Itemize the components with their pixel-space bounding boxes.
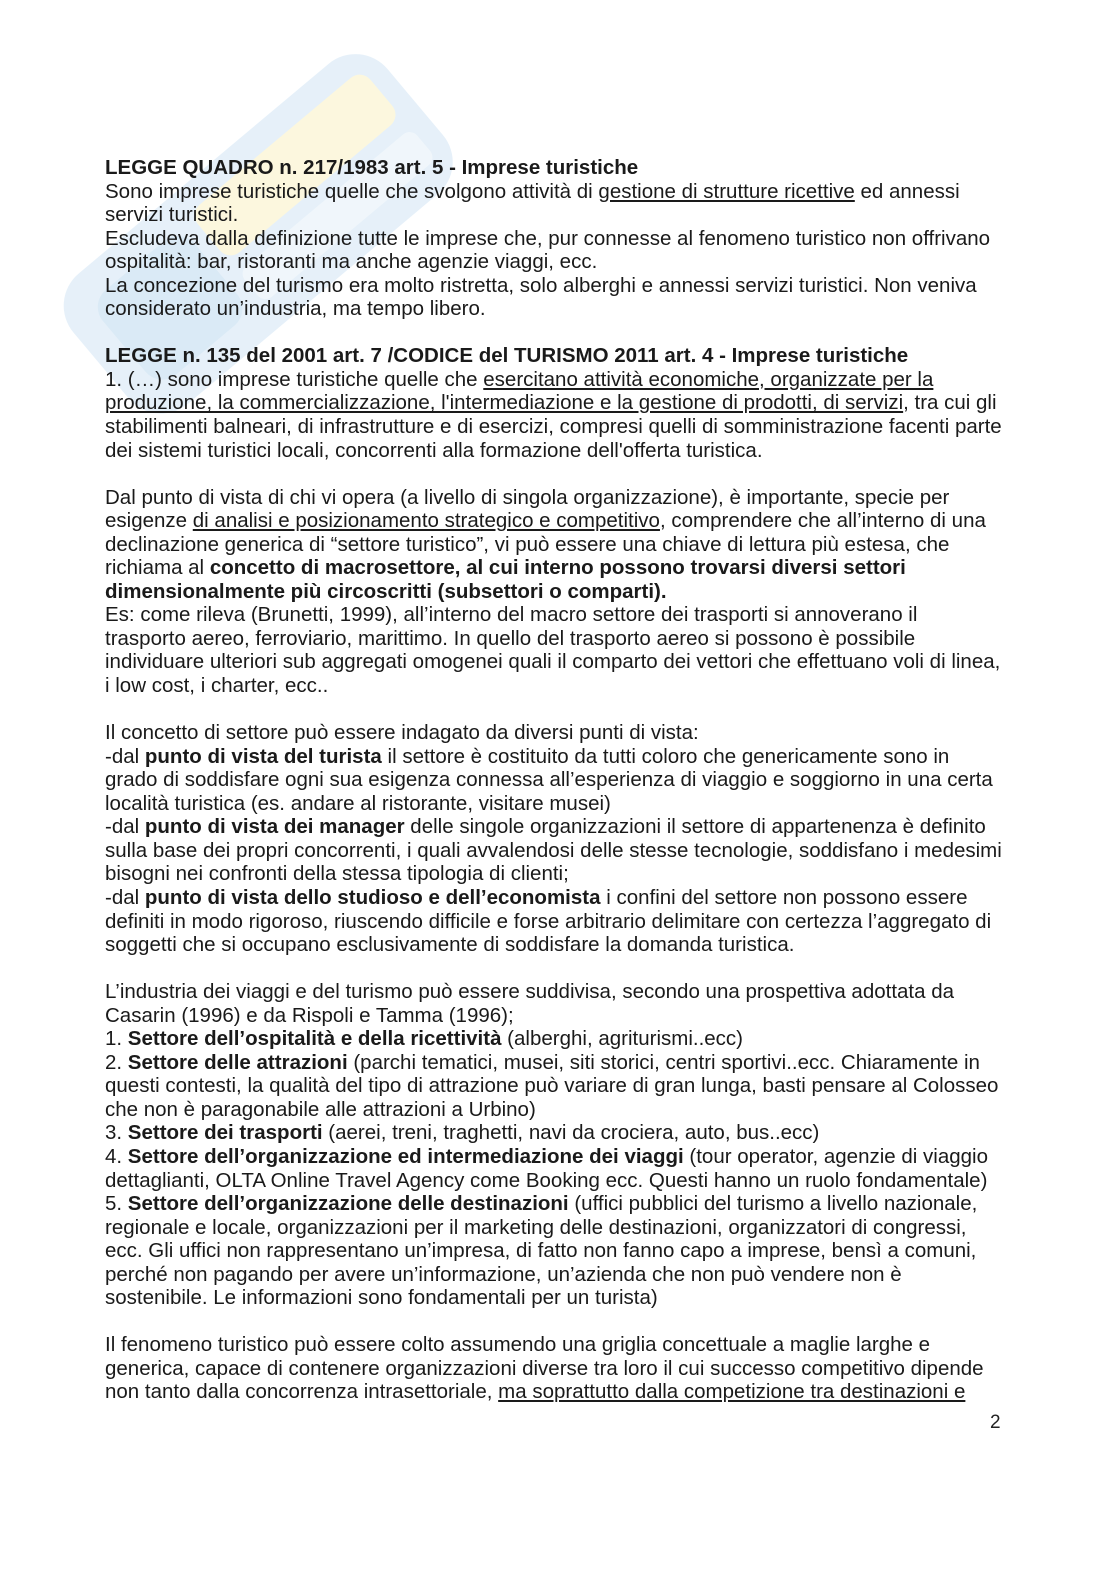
bold-text: punto di vista dei manager — [144, 815, 405, 839]
text-segment: i low cost, i charter, ecc.. — [105, 674, 329, 698]
list-number: 4. — [105, 1144, 128, 1168]
text-line — [105, 391, 1002, 415]
bold-text: Settore dei trasporti — [127, 1121, 323, 1145]
bold-text: punto di vista dello studioso e dell’economista — [144, 885, 601, 909]
text-segment: non tanto dalla concorrenza intrasettoriale, — [105, 1380, 499, 1404]
text-line — [105, 250, 1002, 274]
underlined-text: di analisi e posizionamento strategico e competitivo — [192, 509, 660, 533]
text-segment: definiti in modo rigoroso, riuscendo difficile e forse arbitrario delimitare con certezza l’aggregato di — [105, 909, 992, 933]
text-segment: questi contesti, la qualità del tipo di attrazione può variare di gran lunga, basti pensare al Colosseo — [105, 1074, 999, 1098]
text-segment: -dal — [105, 815, 145, 839]
text-segment: (tour operator, agenzie di viaggio — [683, 1144, 988, 1168]
list-number: 5. — [105, 1192, 128, 1216]
text-line — [105, 180, 1002, 204]
text-segment: esigenze — [105, 509, 193, 533]
text-line — [105, 1263, 1002, 1287]
text-line — [105, 1357, 1002, 1381]
bold-text: punto di vista del turista — [144, 744, 382, 768]
text-line — [105, 297, 1002, 321]
bold-text: Settore dell’ospitalità e della ricettività — [127, 1027, 502, 1051]
paragraph-legge-quadro-1983 — [105, 156, 1002, 321]
section-heading: LEGGE n. 135 del 2001 art. 7 /CODICE del TURISMO 2011 art. 4 - Imprese turistiche — [105, 344, 909, 368]
text-segment: declinazione generica di “settore turistico”, vi può essere una chiave di lettura più estesa, che — [105, 532, 950, 556]
text-line — [105, 415, 1002, 439]
text-segment: considerato un’industria, ma tempo libero. — [105, 297, 486, 321]
text-segment: trasporto aereo, ferroviario, marittimo. In quello del trasporto aereo si possono è possibile — [105, 626, 916, 650]
text-line — [105, 344, 1002, 368]
underlined-text: esercitano attività economiche, organizzate per la — [483, 367, 934, 391]
text-line — [105, 1004, 1002, 1028]
text-line — [105, 156, 1002, 180]
list-number: 1. — [105, 1027, 128, 1051]
text-segment: (uffici pubblici del turismo a livello nazionale, — [568, 1192, 978, 1216]
text-line — [105, 627, 1002, 651]
list-item — [105, 1051, 1002, 1075]
text-line — [105, 721, 1002, 745]
text-line — [105, 862, 1002, 886]
text-segment: La concezione del turismo era molto ristretta, solo alberghi e annessi servizi turistici. Non veniva — [105, 273, 977, 297]
text-segment: servizi turistici. — [105, 203, 239, 227]
text-line — [105, 274, 1002, 298]
section-heading: LEGGE QUADRO n. 217/1983 art. 5 - Imprese turistiche — [105, 156, 639, 179]
page-number: 2 — [990, 1412, 1001, 1433]
text-segment: -dal — [105, 744, 145, 768]
text-line — [105, 886, 1002, 910]
underlined-text: gestione di strutture ricettive — [598, 179, 855, 203]
paragraph-settori-industria — [105, 980, 1002, 1310]
text-line — [105, 603, 1002, 627]
text-segment: 1. (…) sono imprese turistiche quelle che — [105, 367, 484, 391]
text-line — [105, 674, 1002, 698]
text-line — [105, 556, 1002, 580]
text-line — [105, 933, 1002, 957]
text-segment: Escludeva dalla definizione tutte le imprese che, pur connesse al fenomeno turistico non offrivano — [105, 226, 991, 250]
bold-text: Settore delle attrazioni — [127, 1050, 348, 1074]
text-line — [105, 533, 1002, 557]
text-segment: ed annessi — [854, 179, 960, 203]
bold-text: dimensionalmente più circoscritti (subsettori o comparti). — [105, 579, 667, 603]
text-segment: (alberghi, agriturismi..ecc) — [501, 1027, 743, 1051]
text-segment: Es: come rileva (Brunetti, 1999), all’interno del macro settore dei trasporti si annoverano il — [105, 603, 918, 627]
text-segment: località turistica (es. andare al ristorante, visitare musei) — [105, 791, 611, 815]
bold-text: Settore dell’organizzazione ed intermediazione dei viaggi — [127, 1144, 684, 1168]
paragraph-macrosettore — [105, 486, 1002, 698]
text-line — [105, 910, 1002, 934]
list-item — [105, 1145, 1002, 1169]
text-segment: grado di soddisfare ogni sua esigenza connessa all’esperienza di viaggio e soggiorno in una certa — [105, 768, 993, 792]
text-segment: regionale e locale, organizzazioni per il marketing delle destinazioni, organizzatori di congressi, — [105, 1215, 967, 1239]
paragraph-legge-135-2001 — [105, 344, 1002, 462]
text-line — [105, 980, 1002, 1004]
text-segment: , comprendere che all’interno di una — [659, 509, 986, 533]
text-segment: il settore è costituito da tutti coloro che genericamente sono in — [381, 744, 950, 768]
text-segment: (aerei, treni, traghetti, navi da crociera, auto, bus..ecc) — [322, 1121, 820, 1145]
text-line — [105, 792, 1002, 816]
list-item — [105, 1121, 1002, 1145]
text-line — [105, 1074, 1002, 1098]
text-segment: che non è paragonabile alle attrazioni a Urbino) — [105, 1097, 536, 1121]
text-line — [105, 1239, 1002, 1263]
text-segment: ecc. Gli uffici non rappresentano un’impresa, di fatto non fanno capo a imprese, bensì a comuni, — [105, 1239, 977, 1263]
text-line — [105, 650, 1002, 674]
text-line — [105, 1169, 1002, 1193]
text-line — [105, 768, 1002, 792]
underlined-text: ma soprattutto dalla competizione tra destinazioni e — [498, 1380, 966, 1404]
text-segment: , tra cui gli — [903, 391, 997, 415]
text-line — [105, 1333, 1002, 1357]
text-line — [105, 580, 1002, 604]
text-segment: Casarin (1996) e da Rispoli e Tamma (1996); — [105, 1003, 514, 1027]
text-line — [105, 439, 1002, 463]
text-segment: sulla base dei propri concorrenti, i quali avvalendosi delle stesse tecnologie, soddisfano i medesimi — [105, 838, 1002, 862]
text-line — [105, 745, 1002, 769]
text-line — [105, 227, 1002, 251]
list-number: 3. — [105, 1121, 128, 1145]
list-item — [105, 1192, 1002, 1216]
text-segment: Il concetto di settore può essere indagato da diversi punti di vista: — [105, 721, 699, 745]
bold-text: Settore dell’organizzazione delle destinazioni — [127, 1192, 569, 1216]
text-segment: L’industria dei viaggi e del turismo può essere suddivisa, secondo una prospettiva adottata da — [105, 980, 955, 1004]
text-line — [105, 815, 1002, 839]
text-segment: dettaglianti, OLTA Online Travel Agency come Booking ecc. Questi hanno un ruolo fondamentale) — [105, 1168, 988, 1192]
text-segment: soggetti che si occupano esclusivamente di soddisfare la domanda turistica. — [105, 933, 795, 957]
text-segment: sostenibile. Le informazioni sono fondamentali per un turista) — [105, 1286, 658, 1310]
list-number: 2. — [105, 1050, 128, 1074]
text-line — [105, 1380, 1002, 1404]
text-segment: ospitalità: bar, ristoranti ma anche agenzie viaggi, ecc. — [105, 250, 598, 274]
text-line — [105, 486, 1002, 510]
text-segment: perché non pagando per avere un’informazione, un’azienda che non può vendere non è — [105, 1262, 902, 1286]
text-segment: bisogni nei confronti della stessa tipologia di clienti; — [105, 862, 569, 886]
text-segment: Dal punto di vista di chi vi opera (a livello di singola organizzazione), è importante, specie per — [105, 485, 950, 509]
document-body — [105, 156, 1002, 1404]
text-segment: Il fenomeno turistico può essere colto assumendo una griglia concettuale a maglie larghe e — [105, 1333, 931, 1357]
text-line — [105, 1098, 1002, 1122]
text-segment: individuare ulteriori sub aggregati omogenei quali il comparto dei vettori che effettuano voli di linea, — [105, 650, 1001, 674]
paragraph-punti-di-vista — [105, 721, 1002, 956]
text-segment: i confini del settore non possono essere — [600, 885, 968, 909]
text-line — [105, 509, 1002, 533]
text-segment: stabilimenti balneari, di infrastrutture e di esercizi, compresi quelli di somministrazione facenti parte — [105, 415, 1002, 439]
underlined-text: produzione, la commercializzazione, l'intermediazione e la gestione di prodotti, di servizi — [105, 391, 904, 415]
text-line — [105, 839, 1002, 863]
text-segment: generica, capace di contenere organizzazioni diverse tra loro il cui successo competitivo dipende — [105, 1356, 984, 1380]
text-line — [105, 1286, 1002, 1310]
bold-text: concetto di macrosettore, al cui interno possono trovarsi diversi settori — [209, 556, 906, 580]
text-segment: richiama al — [105, 556, 210, 580]
text-segment: -dal — [105, 885, 145, 909]
text-line — [105, 368, 1002, 392]
list-item — [105, 1027, 1002, 1051]
text-segment: Sono imprese turistiche quelle che svolgono attività di — [105, 179, 599, 203]
text-segment: dei sistemi turistici locali, concorrenti alla formazione dell'offerta turistica. — [105, 438, 763, 462]
paragraph-fenomeno-turistico — [105, 1333, 1002, 1404]
text-segment: delle singole organizzazioni il settore di appartenenza è definito — [404, 815, 986, 839]
text-segment: (parchi tematici, musei, siti storici, centri sportivi..ecc. Chiaramente in — [347, 1050, 980, 1074]
text-line — [105, 203, 1002, 227]
text-line — [105, 1216, 1002, 1240]
